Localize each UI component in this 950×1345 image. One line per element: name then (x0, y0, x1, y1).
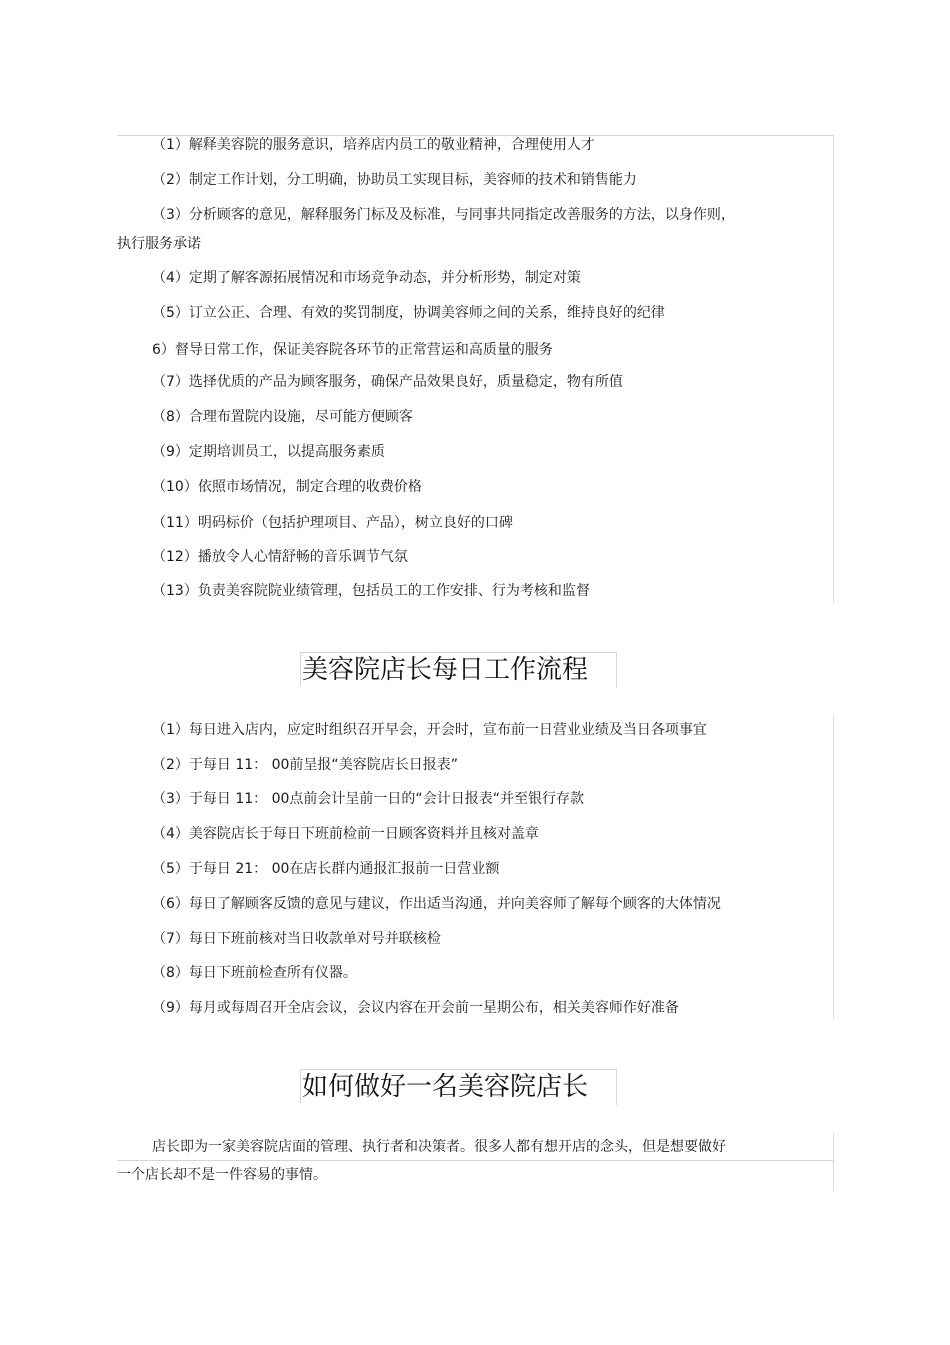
list-item: （3）于每日 11： 00点前会计呈前一日的“会计日报表“并至银行存款 (152, 791, 584, 807)
paragraph-line: 店长即为一家美容院店面的管理、执行者和决策者。很多人都有想开店的念头，但是想要做好 (152, 1139, 726, 1155)
list-item: （4）定期了解客源拓展情况和市场竞争动态，并分析形势，制定对策 (152, 270, 581, 286)
list-item: （13）负责美容院院业绩管理，包括员工的工作安排、行为考核和监督 (152, 583, 590, 599)
heading2-right-border (616, 1069, 617, 1105)
section2-right-border (833, 716, 834, 1019)
list-item: （2）制定工作计划，分工明确，协助员工实现目标，美容师的技术和销售能力 (152, 172, 637, 188)
list-item: （4）美容院店长于每日下班前检前一日顾客资料并且核对盖章 (152, 826, 539, 842)
list-item: （5）于每日 21： 00在店长群内通报汇报前一日营业额 (152, 861, 500, 877)
section-heading-how-to-be-manager: 如何做好一名美容院店长 (302, 1072, 589, 1102)
list-item: （11）明码标价（包括护理项目、产品），树立良好的口碑 (152, 515, 513, 531)
list-item: 6）督导日常工作，保证美容院各环节的正常营运和高质量的服务 (152, 342, 553, 358)
list-item: （12）播放令人心情舒畅的音乐调节气氛 (152, 549, 408, 565)
list-item: （7）每日下班前核对当日收款单对号并联核检 (152, 931, 441, 947)
section-heading-daily-workflow: 美容院店长每日工作流程 (302, 655, 589, 685)
list-item: （5）订立公正、合理、有效的奖罚制度，协调美容师之间的关系，维持良好的纪律 (152, 305, 665, 321)
list-item: （3）分析顾客的意见，解释服务门标及及标准，与同事共同指定改善服务的方法，以身作则， (152, 207, 735, 223)
list-item: （9）每月或每周召开全店会议，会议内容在开会前一星期公布，相关美容师作好准备 (152, 1000, 679, 1016)
list-item: （9）定期培训员工，以提高服务素质 (152, 444, 385, 460)
paragraph-line: 一个店长却不是一件容易的事情。 (117, 1167, 327, 1183)
list-item: （8）合理布置院内设施，尽可能方便顾客 (152, 409, 413, 425)
list-item: （2）于每日 11： 00前呈报“美容院店长日报表” (152, 757, 458, 773)
list-item: （1）每日进入店内，应定时组织召开早会，开会时，宣布前一日营业业绩及当日各项事宜 (152, 722, 707, 738)
heading1-right-border (616, 652, 617, 688)
heading2-left-border (300, 1069, 301, 1103)
list-item: （8）每日下班前检查所有仪器。 (152, 965, 357, 981)
section3-mid-border (117, 1160, 833, 1161)
list-item: （10）依照市场情况，制定合理的收费价格 (152, 479, 422, 495)
section3-right-border (833, 1133, 834, 1191)
list-item: （7）选择优质的产品为顾客服务，确保产品效果良好，质量稳定，物有所值 (152, 374, 623, 390)
list-item: （6）每日了解顾客反馈的意见与建议，作出适当沟通，并向美容师了解每个顾客的大体情况 (152, 896, 721, 912)
list-item-continuation: 执行服务承诺 (117, 236, 201, 252)
heading1-left-border (300, 652, 301, 686)
section1-right-border (833, 135, 834, 603)
list-item: （1）解释美容院的服务意识，培养店内员工的敬业精神，合理使用人才 (152, 137, 595, 153)
